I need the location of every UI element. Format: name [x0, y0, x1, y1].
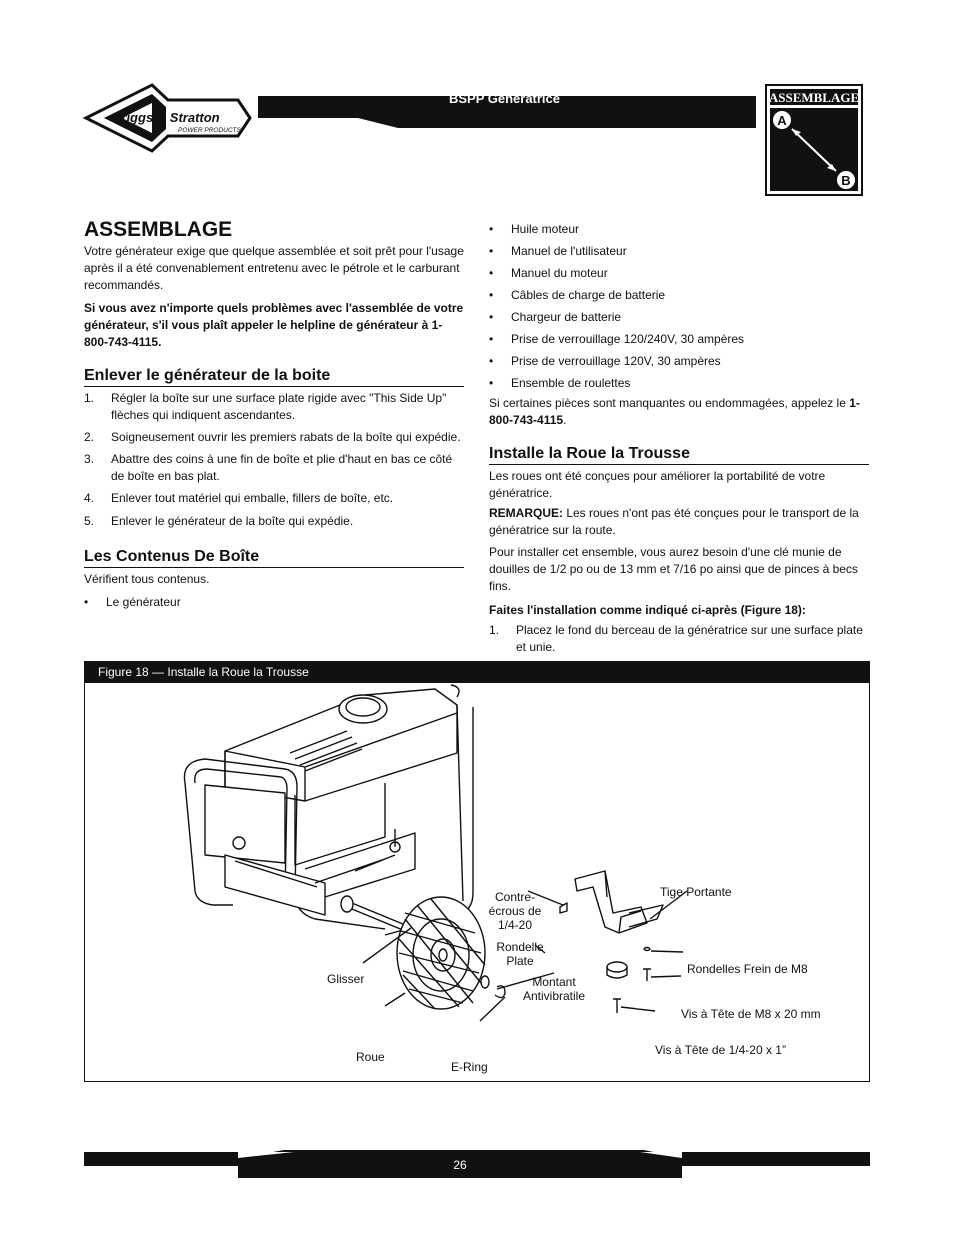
label-roue: Roue: [356, 1050, 385, 1064]
wheels-text: Les roues ont été conçues pour améliorer la portabilité de votre génératrice.: [489, 469, 826, 500]
list-item: • Huile moteur: [489, 222, 580, 236]
install-heading: Faites l'installation comme indiqué ci-après (Figure 18):: [489, 603, 806, 617]
label-tige-portante: Tige Portante: [660, 885, 732, 899]
section-wheel-box: [489, 445, 869, 465]
list-item: • Prise de verrouillage 120V, 30 ampères: [489, 354, 721, 368]
remove-steps-list: [84, 390, 464, 530]
label-contre-ecrous: Contre- écrous de 1/4-20: [488, 890, 542, 932]
section-remove-box: [84, 367, 464, 387]
contents-list: [489, 221, 869, 392]
right-column: [489, 221, 869, 656]
label-rondelle-plate: Rondelle Plate: [496, 940, 544, 968]
list-item: • Le générateur: [84, 595, 181, 609]
figure-caption: Figure 18 — Installe la Roue la Trousse: [85, 662, 869, 683]
list-item: • Prise de verrouillage 120/240V, 30 ampères: [489, 332, 745, 346]
section-contents-box: [84, 548, 464, 568]
page-title: ASSEMBLAGE: [84, 218, 233, 241]
brand-name: Briggs & Stratton: [112, 110, 220, 125]
left-column: [84, 218, 464, 616]
section-wheel-title: Installe la Roue la Trousse: [489, 445, 690, 462]
list-item: 5. Enlever le générateur de la boîte qui expédie.: [84, 514, 354, 528]
document-title: BSPP Génératrice: [448, 91, 561, 106]
tools-text: Pour installer cet ensemble, vous aurez besoin d'une clé munie de douilles de 1/2 po ou de 13 mm et 7/16 po ainsi que de pinces à becs fins.: [489, 545, 858, 593]
list-item: • Manuel de l'utilisateur: [489, 244, 627, 258]
helpline-paragraph: Si vous avez n'importe quels problèmes avec l'assemblée de votre générateur, s'il vous plaît appeler le helpline de générateur à 1-800-743-4115.: [84, 301, 464, 349]
verify-text: Vérifient tous contenus.: [84, 572, 210, 586]
intro-paragraph: Votre générateur exige que quelque assemblée et soit prêt pour l'usage après il a été convenablement entretenu avec le pétrole et le carburant recommandés.: [84, 244, 464, 292]
list-item: 4. Enlever tout matériel qui emballe, fillers de boîte, etc.: [84, 491, 394, 505]
badge-b: B: [841, 173, 851, 188]
label-montant-antivibratile: Montant Antivibratile: [522, 975, 586, 1003]
list-item: 3. Abattre des coins à une fin de boîte et plie d'haut en bas ce côté de boîte en bas plat.: [84, 452, 453, 483]
list-item: • Chargeur de batterie: [489, 310, 622, 324]
brand-sub: POWER PRODUCTS: [178, 127, 241, 134]
list-item: • Câbles de charge de batterie: [489, 288, 666, 302]
label-vis-m8: Vis à Tête de M8 x 20 mm: [681, 1007, 821, 1021]
list-item: • Manuel du moteur: [489, 266, 608, 280]
label-vis-1-4: Vis à Tête de 1/4-20 x 1”: [655, 1043, 786, 1057]
list-item: 1. Placez le fond du berceau de la génératrice sur une surface plate et unie.: [489, 623, 863, 654]
label-rondelles-frein: Rondelles Frein de M8: [687, 962, 808, 976]
section-contents-title: Les Contenus De Boîte: [84, 548, 260, 565]
remark-text: REMARQUE: Les roues n'ont pas été conçues pour le transport de la génératrice sur la route.: [489, 506, 859, 537]
page-number: 26: [453, 1158, 467, 1172]
list-item: 2. Soigneusement ouvrir les premiers rabats de la boîte qui expédie.: [84, 430, 461, 444]
list-item: 1. Régler la boîte sur une surface plate rigide avec "This Side Up" flèches qui indiquent ascendantes.: [84, 391, 447, 422]
badge-a: A: [777, 113, 787, 128]
label-e-ring: E-Ring: [451, 1060, 488, 1074]
label-glisser: Glisser: [327, 972, 365, 986]
figure-18: [84, 661, 870, 1082]
badge-title: ASSEMBLAGE: [768, 90, 860, 105]
assemblage-badge: [765, 84, 863, 196]
briggs-stratton-logo: [82, 82, 254, 154]
list-item: • Ensemble de roulettes: [489, 376, 631, 390]
missing-parts-text: Si certaines pièces sont manquantes ou endommagées, appelez le 1-800-743-4115.: [489, 396, 860, 427]
section-remove-title: Enlever le générateur de la boite: [84, 367, 331, 384]
